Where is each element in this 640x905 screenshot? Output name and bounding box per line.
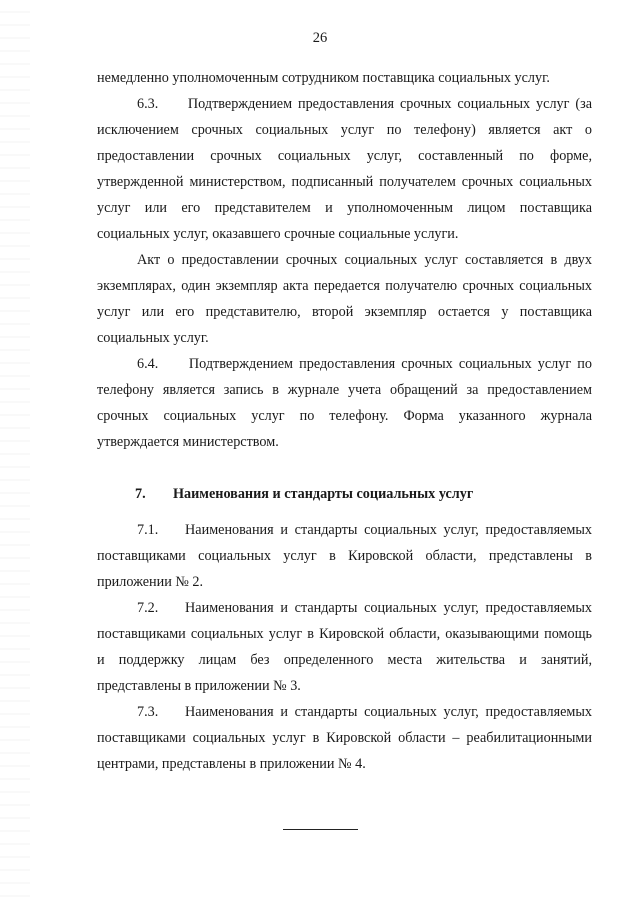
section-title: Наименования и стандарты социальных услуг [173, 486, 474, 502]
paragraph-continuation: немедленно уполномоченным сотрудником поставщика социальных услуг. [97, 70, 550, 86]
paragraph-7-3: 7.3. Наименования и стандарты социальных услуг, предоставляемых поставщиками социальных услуг в Кировской области – реабилитационными центрами, представлены в приложении № 4. [97, 704, 592, 772]
paragraph-7-2: 7.2. Наименования и стандарты социальных услуг, предоставляемых поставщиками социальных услуг в Кировской области, оказывающими помощь и поддержку лицам без определенного места жительства и занятий, представлены в приложении № 3. [97, 600, 592, 694]
section-number: 7. [135, 486, 146, 502]
spacer [97, 455, 592, 481]
paragraph-6-3: 6.3. Подтверждением предоставления срочных социальных услуг (за исключением срочных социальных услуг по телефону) является акт о предоставлении срочных социальных услуг, составленный по форме, утвержденной министерством, подписанный получателем срочных социальных услуг или его представителем и уполномоченным лицом поставщика социальных услуг, оказавшего срочные социальные услуги. [97, 96, 592, 242]
end-divider-line [283, 829, 358, 830]
document-body [97, 65, 592, 777]
spacer [97, 507, 592, 517]
paragraph-act: Акт о предоставлении срочных социальных услуг составляется в двух экземплярах, один экземпляр акта передается получателю срочных социальных услуг или его представителю, второй экземпляр остается у поставщика социальных услуг. [97, 252, 592, 346]
paragraph-6-4: 6.4. Подтверждением предоставления срочных социальных услуг по телефону является запись в журнале учета обращений за предоставлением срочных социальных услуг по телефону. Форма указанного журнала утверждается министерством. [97, 356, 592, 450]
section-heading [97, 481, 592, 507]
page-number: 26 [312, 30, 328, 46]
paragraph-7-1: 7.1. Наименования и стандарты социальных услуг, предоставляемых поставщиками социальных услуг в Кировской области, представлены в приложении № 2. [97, 522, 592, 590]
scan-edge-artifact [0, 0, 30, 905]
